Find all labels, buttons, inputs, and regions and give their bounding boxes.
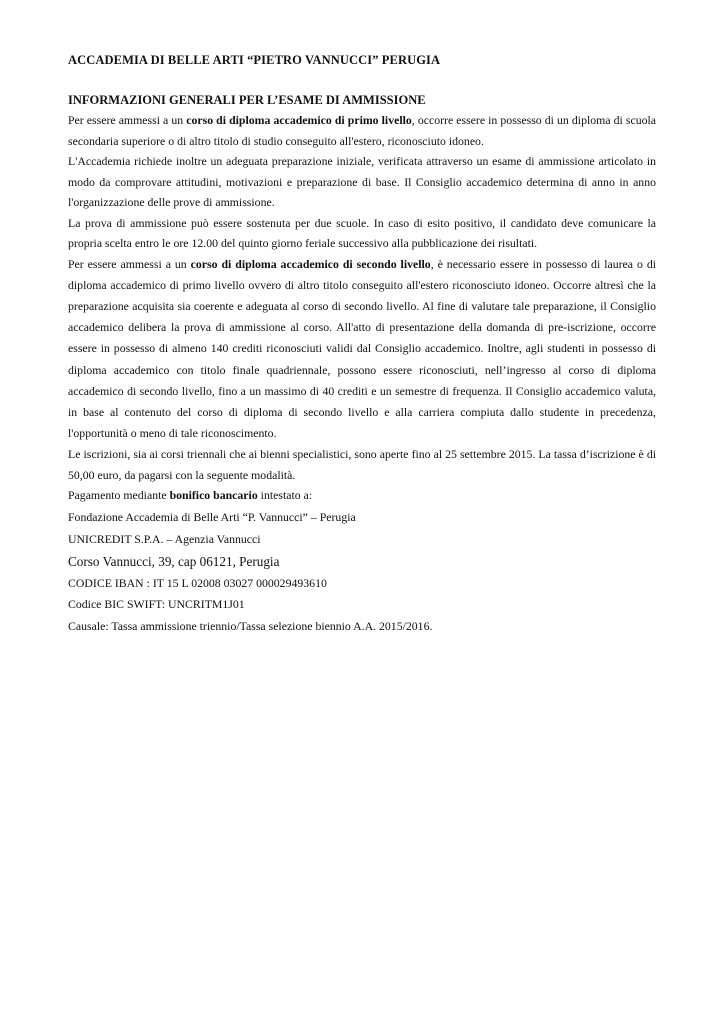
- iban-code: CODICE IBAN : IT 15 L 02008 03027 000029493610: [68, 575, 327, 590]
- document-subtitle: INFORMAZIONI GENERALI PER L’ESAME DI AMMISSIONE: [68, 93, 426, 107]
- bank-address: Corso Vannucci, 39, cap 06121, Perugia: [68, 553, 280, 569]
- bank-name: UNICREDIT S.P.A. – Agenzia Vannucci: [68, 531, 261, 546]
- paragraph-text: , è necessario essere in possesso di laurea o di diploma accademico di primo livello ovvero di altro titolo conseguito all'estero riconosciuto idoneo. Occorre altresì che la preparazione acquisita sia coerente e adeguata al corso di secondo livello. Al fine di valutare tale preparazione, il Consiglio accademico delibera la prova di ammissione al corso. All'atto di presentazione della domanda di pre-iscrizione, occorre essere in possesso di almeno 140 crediti riconosciuti validi dal Consiglio accademico. Inoltre, agli studenti in possesso di diploma accademico con titolo finale quadriennale, possono essere riconosciuti, nell’ingresso al corso di diploma accademico di secondo livello, fino a un massimo di 40 crediti e un semestre di frequenza. Il Consiglio accademico valuta, in base al contenuto del corso di diploma di secondo livello e alla carriera compiuta dallo studente in precedenza, l'opportunità o meno di tale riconoscimento.: [68, 256, 657, 441]
- paragraph-second-level: [68, 254, 656, 445]
- bold-course-name: corso di diploma accademico di primo livello: [186, 113, 412, 127]
- payment-causale: Causale: Tassa ammissione triennio/Tassa selezione biennio A.A. 2015/2016.: [68, 619, 433, 634]
- bic-code: Codice BIC SWIFT: UNCRITM1J01: [68, 597, 245, 612]
- bold-course-name: corso di diploma accademico di secondo livello: [190, 256, 431, 271]
- bold-payment-type: bonifico bancario: [169, 488, 258, 503]
- spacer: [68, 70, 656, 90]
- beneficiary: Fondazione Accademia di Belle Arti “P. Vannucci” – Perugia: [68, 510, 356, 525]
- payment-method: [68, 485, 656, 507]
- paragraph-text: Per essere ammessi a un: [68, 256, 191, 271]
- paragraph-enrollment: Le iscrizioni, sia ai corsi triennali che ai bienni specialistici, sono aperte fino al 25 settembre 2015. La tassa d’iscrizione è di 50,00 euro, da pagarsi con la seguente modalità.: [68, 447, 656, 482]
- paragraph-text: , occorre essere in possesso di un diploma di scuola secondaria superiore o di altro titolo di studio conseguito all'estero, riconosciuto idoneo.: [68, 113, 657, 148]
- paragraph-first-level: [68, 110, 656, 151]
- paragraph-admission-test: La prova di ammissione può essere sostenuta per due scuole. In caso di esito positivo, il candidato deve comunicare la propria scelta entro le ore 12.00 del quinto giorno feriale successivo alla pubblicazione dei risultati.: [68, 215, 656, 250]
- paragraph-text: Per essere ammessi a un: [68, 113, 187, 127]
- document-title: ACCADEMIA DI BELLE ARTI “PIETRO VANNUCCI” PERUGIA: [68, 53, 441, 67]
- document-page: [68, 50, 656, 638]
- paragraph-admission-requirements: L'Accademia richiede inoltre un adeguata preparazione iniziale, verificata attraverso un esame di ammissione articolato in modo da comprovare attitudini, motivazioni e preparazione di base. Il Consiglio accademico determina di anno in anno l'organizzazione delle prove di ammissione.: [68, 154, 656, 209]
- payment-text: intestato a:: [257, 488, 313, 503]
- payment-text: Pagamento mediante: [68, 488, 170, 503]
